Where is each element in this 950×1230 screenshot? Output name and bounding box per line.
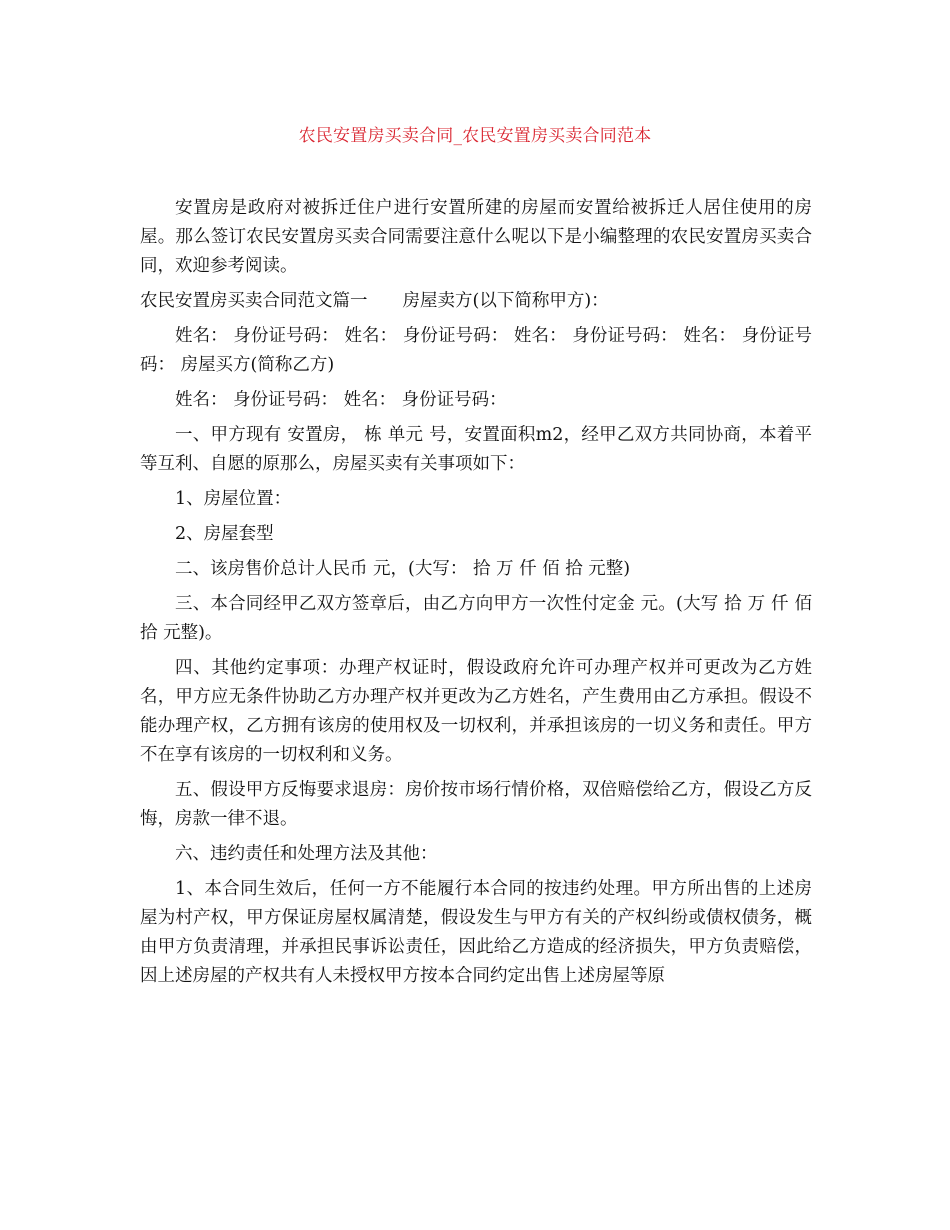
paragraph: 1、房屋位置： [175, 489, 292, 509]
paragraph: 农民安置房买卖合同范文篇一 房屋卖方(以下简称甲方)： [140, 291, 609, 311]
paragraph: 二、该房售价总计人民币 元，(大写： 拾 万 仟 佰 拾 元整) [175, 559, 631, 579]
document-title: 农民安置房买卖合同_农民安置房买卖合同范本 [298, 126, 652, 146]
paragraph: 姓名： 身份证号码： 姓名： 身份证号码： 姓名： 身份证号码： 姓名： 身份证号码： 房屋买方(简称乙方) [140, 326, 812, 375]
paragraph: 安置房是政府对被拆迁住户进行安置所建的房屋而安置给被拆迁人居住使用的房屋。那么签订农民安置房买卖合同需要注意什么呢以下是小编整理的农民安置房买卖合同，欢迎参考阅读。 [140, 198, 812, 276]
paragraph: 姓名： 身份证号码： 姓名： 身份证号码： [175, 390, 507, 410]
paragraph: 五、假设甲方反悔要求退房：房价按市场行情价格，双倍赔偿给乙方，假设乙方反悔，房款一律不退。 [140, 780, 812, 829]
paragraph: 三、本合同经甲乙双方签章后，由乙方向甲方一次性付定金 元。(大写 拾 万 仟 佰 拾 元整)。 [140, 594, 812, 643]
paragraph: 六、违约责任和处理方法及其他： [175, 844, 438, 864]
document-body [140, 194, 812, 997]
paragraph: 1、本合同生效后，任何一方不能履行本合同的按违约处理。甲方所出售的上述房屋为村产权，甲方保证房屋权属清楚，假设发生与甲方有关的产权纠纷或债权债务，概由甲方负责清理，并承担民事诉讼责任，因此给乙方造成的经济损失，甲方负责赔偿，因上述房屋的产权共有人未授权甲方按本合同约定出售上述房屋等原 [140, 879, 812, 986]
paragraph: 一、甲方现有 安置房， 栋 单元 号，安置面积m2，经甲乙双方共同协商，本着平等互利、自愿的原那么，房屋买卖有关事项如下： [140, 425, 812, 474]
paragraph: 2、房屋套型 [175, 524, 274, 544]
paragraph: 四、其他约定事项：办理产权证时，假设政府允许可办理产权并可更改为乙方姓名，甲方应无条件协助乙方办理产权并更改为乙方姓名，产生费用由乙方承担。假设不能办理产权，乙方拥有该房的使用权及一切权利，并承担该房的一切义务和责任。甲方不在享有该房的一切权利和义务。 [140, 658, 812, 765]
